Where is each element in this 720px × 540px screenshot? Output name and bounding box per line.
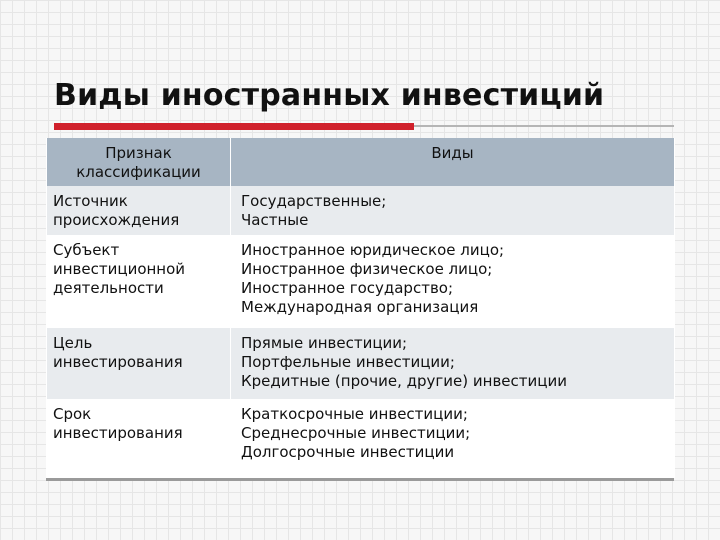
- criterion-cell: [47, 186, 231, 235]
- type-item: Международная организация: [241, 298, 479, 317]
- types-cell: [231, 235, 675, 328]
- type-item: Иностранное юридическое лицо;: [241, 241, 505, 260]
- criterion-line: инвестиционной: [53, 260, 186, 279]
- table-row: [47, 328, 675, 399]
- criterion-cell: [47, 328, 231, 399]
- criterion-line: происхождения: [53, 211, 180, 230]
- criterion-cell: [47, 399, 231, 478]
- criterion-line: Источник: [53, 192, 128, 211]
- type-item: Иностранное физическое лицо;: [241, 260, 493, 279]
- criterion-line: Субъект: [53, 241, 120, 260]
- title-accent-bar: [54, 123, 414, 130]
- types-cell: [231, 399, 675, 478]
- criterion-cell: [47, 235, 231, 328]
- types-cell: [231, 186, 675, 235]
- type-item: Кредитные (прочие, другие) инвестиции: [241, 372, 567, 391]
- types-cell: [231, 328, 675, 399]
- table-row: [47, 399, 675, 478]
- type-item: Иностранное государство;: [241, 279, 454, 298]
- table-row: [47, 186, 675, 235]
- type-item: Краткосрочные инвестиции;: [241, 405, 468, 424]
- type-item: Портфельные инвестиции;: [241, 353, 455, 372]
- criterion-line: деятельности: [53, 279, 164, 298]
- header-criterion: Признак классификации: [47, 138, 231, 186]
- classification-table: [46, 138, 674, 481]
- criterion-line: Цель: [53, 334, 93, 353]
- header-types: Виды: [231, 138, 675, 186]
- criterion-line: инвестирования: [53, 353, 183, 372]
- table-row: [47, 235, 675, 328]
- type-item: Частные: [241, 211, 309, 230]
- type-item: Прямые инвестиции;: [241, 334, 408, 353]
- criterion-line: Срок: [53, 405, 92, 424]
- type-item: Среднесрочные инвестиции;: [241, 424, 471, 443]
- type-item: Долгосрочные инвестиции: [241, 443, 455, 462]
- type-item: Государственные;: [241, 192, 387, 211]
- criterion-line: инвестирования: [53, 424, 183, 443]
- table-header-row: [47, 138, 675, 186]
- page-title: Виды иностранных инвестиций: [54, 78, 605, 113]
